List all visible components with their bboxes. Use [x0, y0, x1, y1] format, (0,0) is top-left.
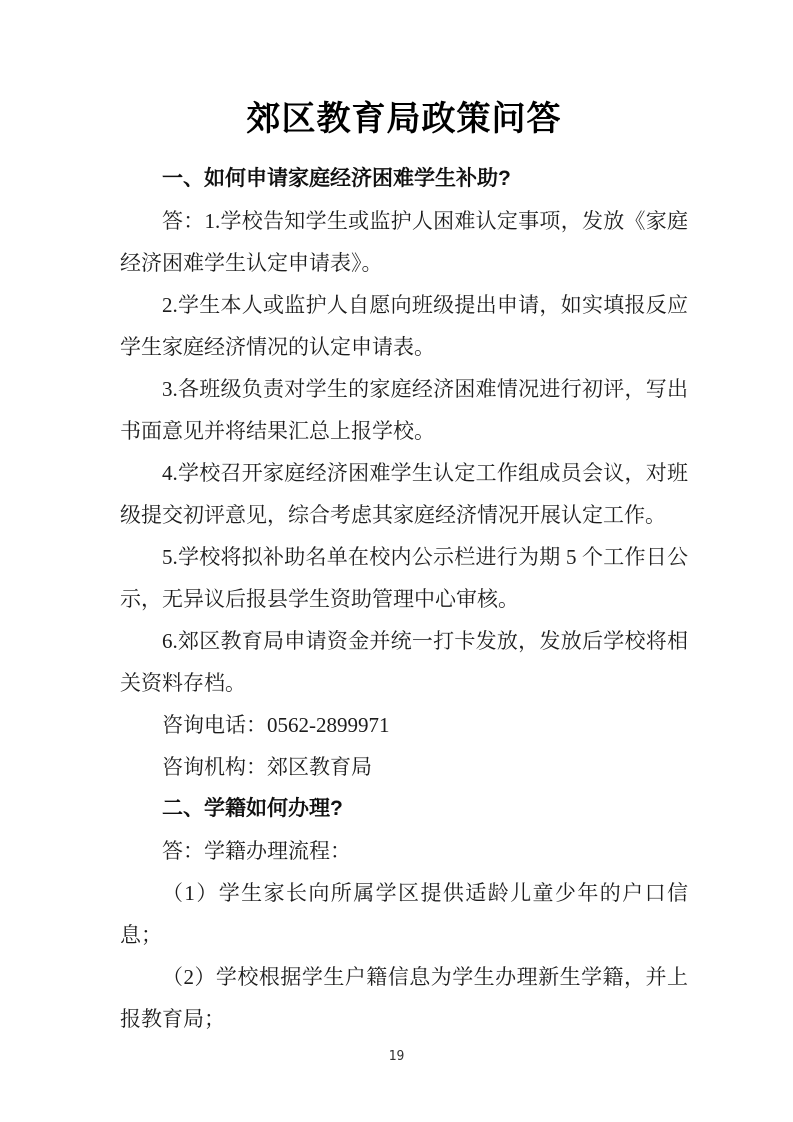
paragraph: 5.学校将拟补助名单在校内公示栏进行为期 5 个工作日公示，无异议后报县学生资助管理中心审核。	[120, 545, 688, 611]
paragraph: 6.郊区教育局申请资金并统一打卡发放，发放后学校将相关资料存档。	[120, 629, 688, 695]
paragraph: 4.学校召开家庭经济困难学生认定工作组成员会议，对班级提交初评意见，综合考虑其家庭经济情况开展认定工作。	[120, 461, 688, 527]
paragraph: 答：学籍办理流程：	[162, 839, 351, 863]
paragraph: （2）学校根据学生户籍信息为学生办理新生学籍，并上报教育局；	[120, 965, 688, 1031]
page-title: 郊区教育局政策问答	[246, 101, 562, 138]
contact-phone-line: 咨询电话：0562-2899971	[162, 713, 390, 737]
section-subsidy-qa	[120, 158, 688, 788]
title-spacer	[120, 144, 688, 158]
section-enrollment-qa	[120, 788, 688, 1040]
paragraph: （1）学生家长向所属学区提供适龄儿童少年的户口信息；	[120, 881, 688, 947]
section-heading-enrollment: 二、学籍如何办理?	[162, 797, 343, 820]
paragraph: 2.学生本人或监护人自愿向班级提出申请，如实填报反应学生家庭经济情况的认定申请表。	[120, 293, 688, 359]
page-number: 19	[388, 1049, 405, 1064]
paragraph: 答：1.学校告知学生或监护人困难认定事项，发放《家庭经济困难学生认定申请表》。	[120, 209, 688, 275]
contact-agency-line: 咨询机构：郊区教育局	[162, 755, 372, 779]
paragraph: 3.各班级负责对学生的家庭经济困难情况进行初评，写出书面意见并将结果汇总上报学校。	[120, 377, 688, 443]
section-heading-subsidy: 一、如何申请家庭经济困难学生补助?	[162, 167, 511, 190]
